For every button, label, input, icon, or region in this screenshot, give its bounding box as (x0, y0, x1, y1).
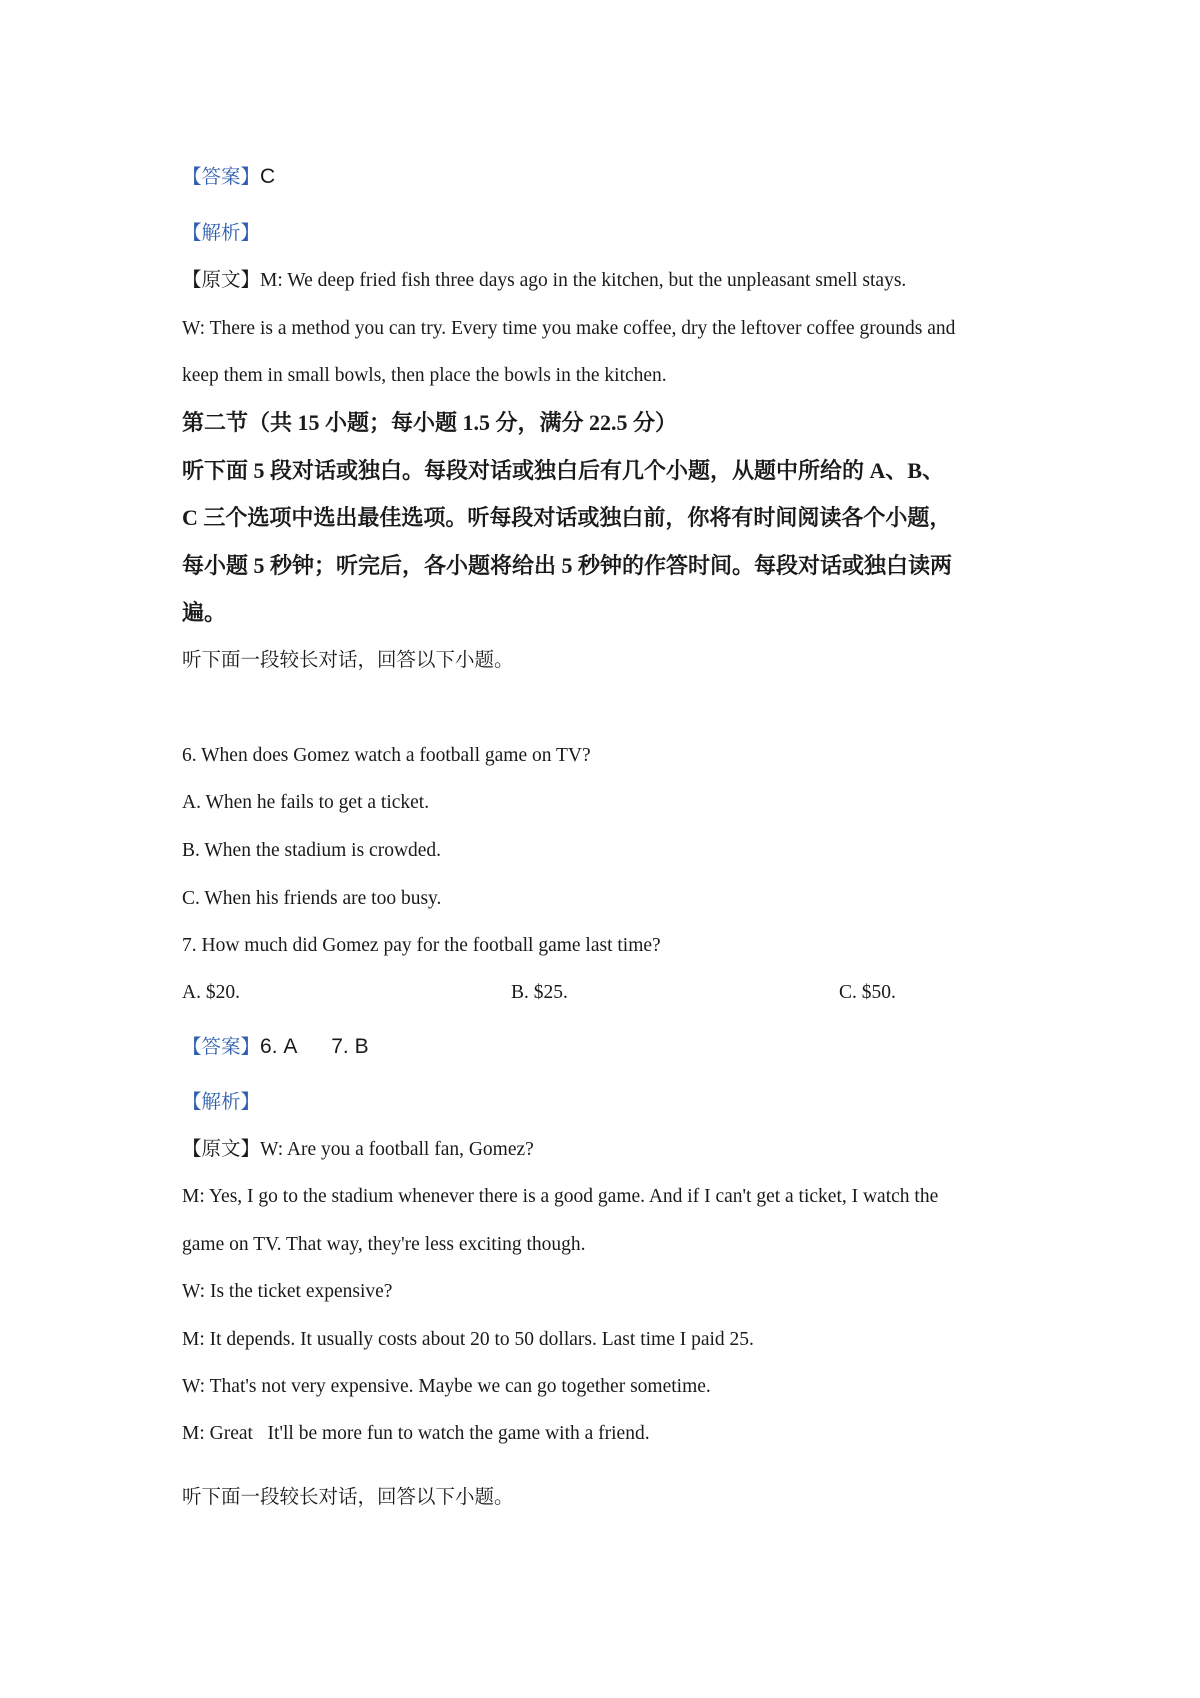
instruction-line: C 三个选项中选出最佳选项。听每段对话或独白前，你将有时间阅读各个小题， (182, 505, 952, 530)
question-7: 7. How much did Gomez pay for the football game last time? (182, 935, 661, 956)
q6-option-a: A. When he fails to get a ticket. (182, 792, 430, 813)
instruction-line: 遍。 (182, 600, 227, 625)
analysis-label-2: 【解析】 (182, 1092, 261, 1113)
q7-option-a: A. $20. (182, 982, 240, 1003)
q6-option-b: B. When the stadium is crowded. (182, 840, 442, 861)
answer-label: 【答案】 (182, 1037, 261, 1058)
analysis-label-1: 【解析】 (182, 223, 261, 244)
answer-value: C (260, 165, 276, 188)
q7-option-b: B. $25. (511, 982, 568, 1003)
answer-line-1 (182, 164, 275, 191)
transcript-line (182, 268, 906, 294)
transcript-line (182, 1137, 534, 1163)
answer-line-2 (182, 1034, 369, 1061)
q7-option-c: C. $50. (839, 982, 896, 1003)
answer-label: 【答案】 (182, 167, 261, 188)
transcript-line: game on TV. That way, they're less exciting though. (182, 1234, 586, 1255)
transcript-line: M: It depends. It usually costs about 20 to 50 dollars. Last time I paid 25. (182, 1329, 754, 1350)
transcript-text: M: We deep fried fish three days ago in the kitchen, but the unpleasant smell stays. (260, 270, 907, 291)
transcript-line: keep them in small bowls, then place the bowls in the kitchen. (182, 365, 667, 386)
answer-value: 6. A 7. B (260, 1035, 369, 1058)
transcript-line: M: Yes, I go to the stadium whenever there is a good game. And if I can't get a ticket, I watch the (182, 1186, 939, 1207)
listening-prompt: 听下面一段较长对话，回答以下小题。 (182, 650, 514, 671)
question-6: 6. When does Gomez watch a football game on TV? (182, 745, 591, 766)
transcript-label: 【原文】 (182, 270, 261, 291)
transcript-line: W: There is a method you can try. Every time you make coffee, dry the leftover coffee grounds and (182, 318, 956, 339)
transcript-label: 【原文】 (182, 1139, 261, 1160)
instruction-line: 每小题 5 秒钟；听完后，各小题将给出 5 秒钟的作答时间。每段对话或独白读两 (182, 553, 953, 578)
transcript-text: W: Are you a football fan, Gomez? (260, 1139, 534, 1160)
transcript-line: W: Is the ticket expensive? (182, 1281, 393, 1302)
listening-prompt: 听下面一段较长对话，回答以下小题。 (182, 1487, 514, 1508)
section-title: 第二节（共 15 小题；每小题 1.5 分，满分 22.5 分） (182, 410, 678, 435)
q6-option-c: C. When his friends are too busy. (182, 888, 442, 909)
instruction-line: 听下面 5 段对话或独白。每段对话或独白后有几个小题，从题中所给的 A、B、 (182, 458, 945, 483)
transcript-line: M: Great It'll be more fun to watch the game with a friend. (182, 1423, 650, 1444)
transcript-line: W: That's not very expensive. Maybe we can go together sometime. (182, 1376, 711, 1397)
